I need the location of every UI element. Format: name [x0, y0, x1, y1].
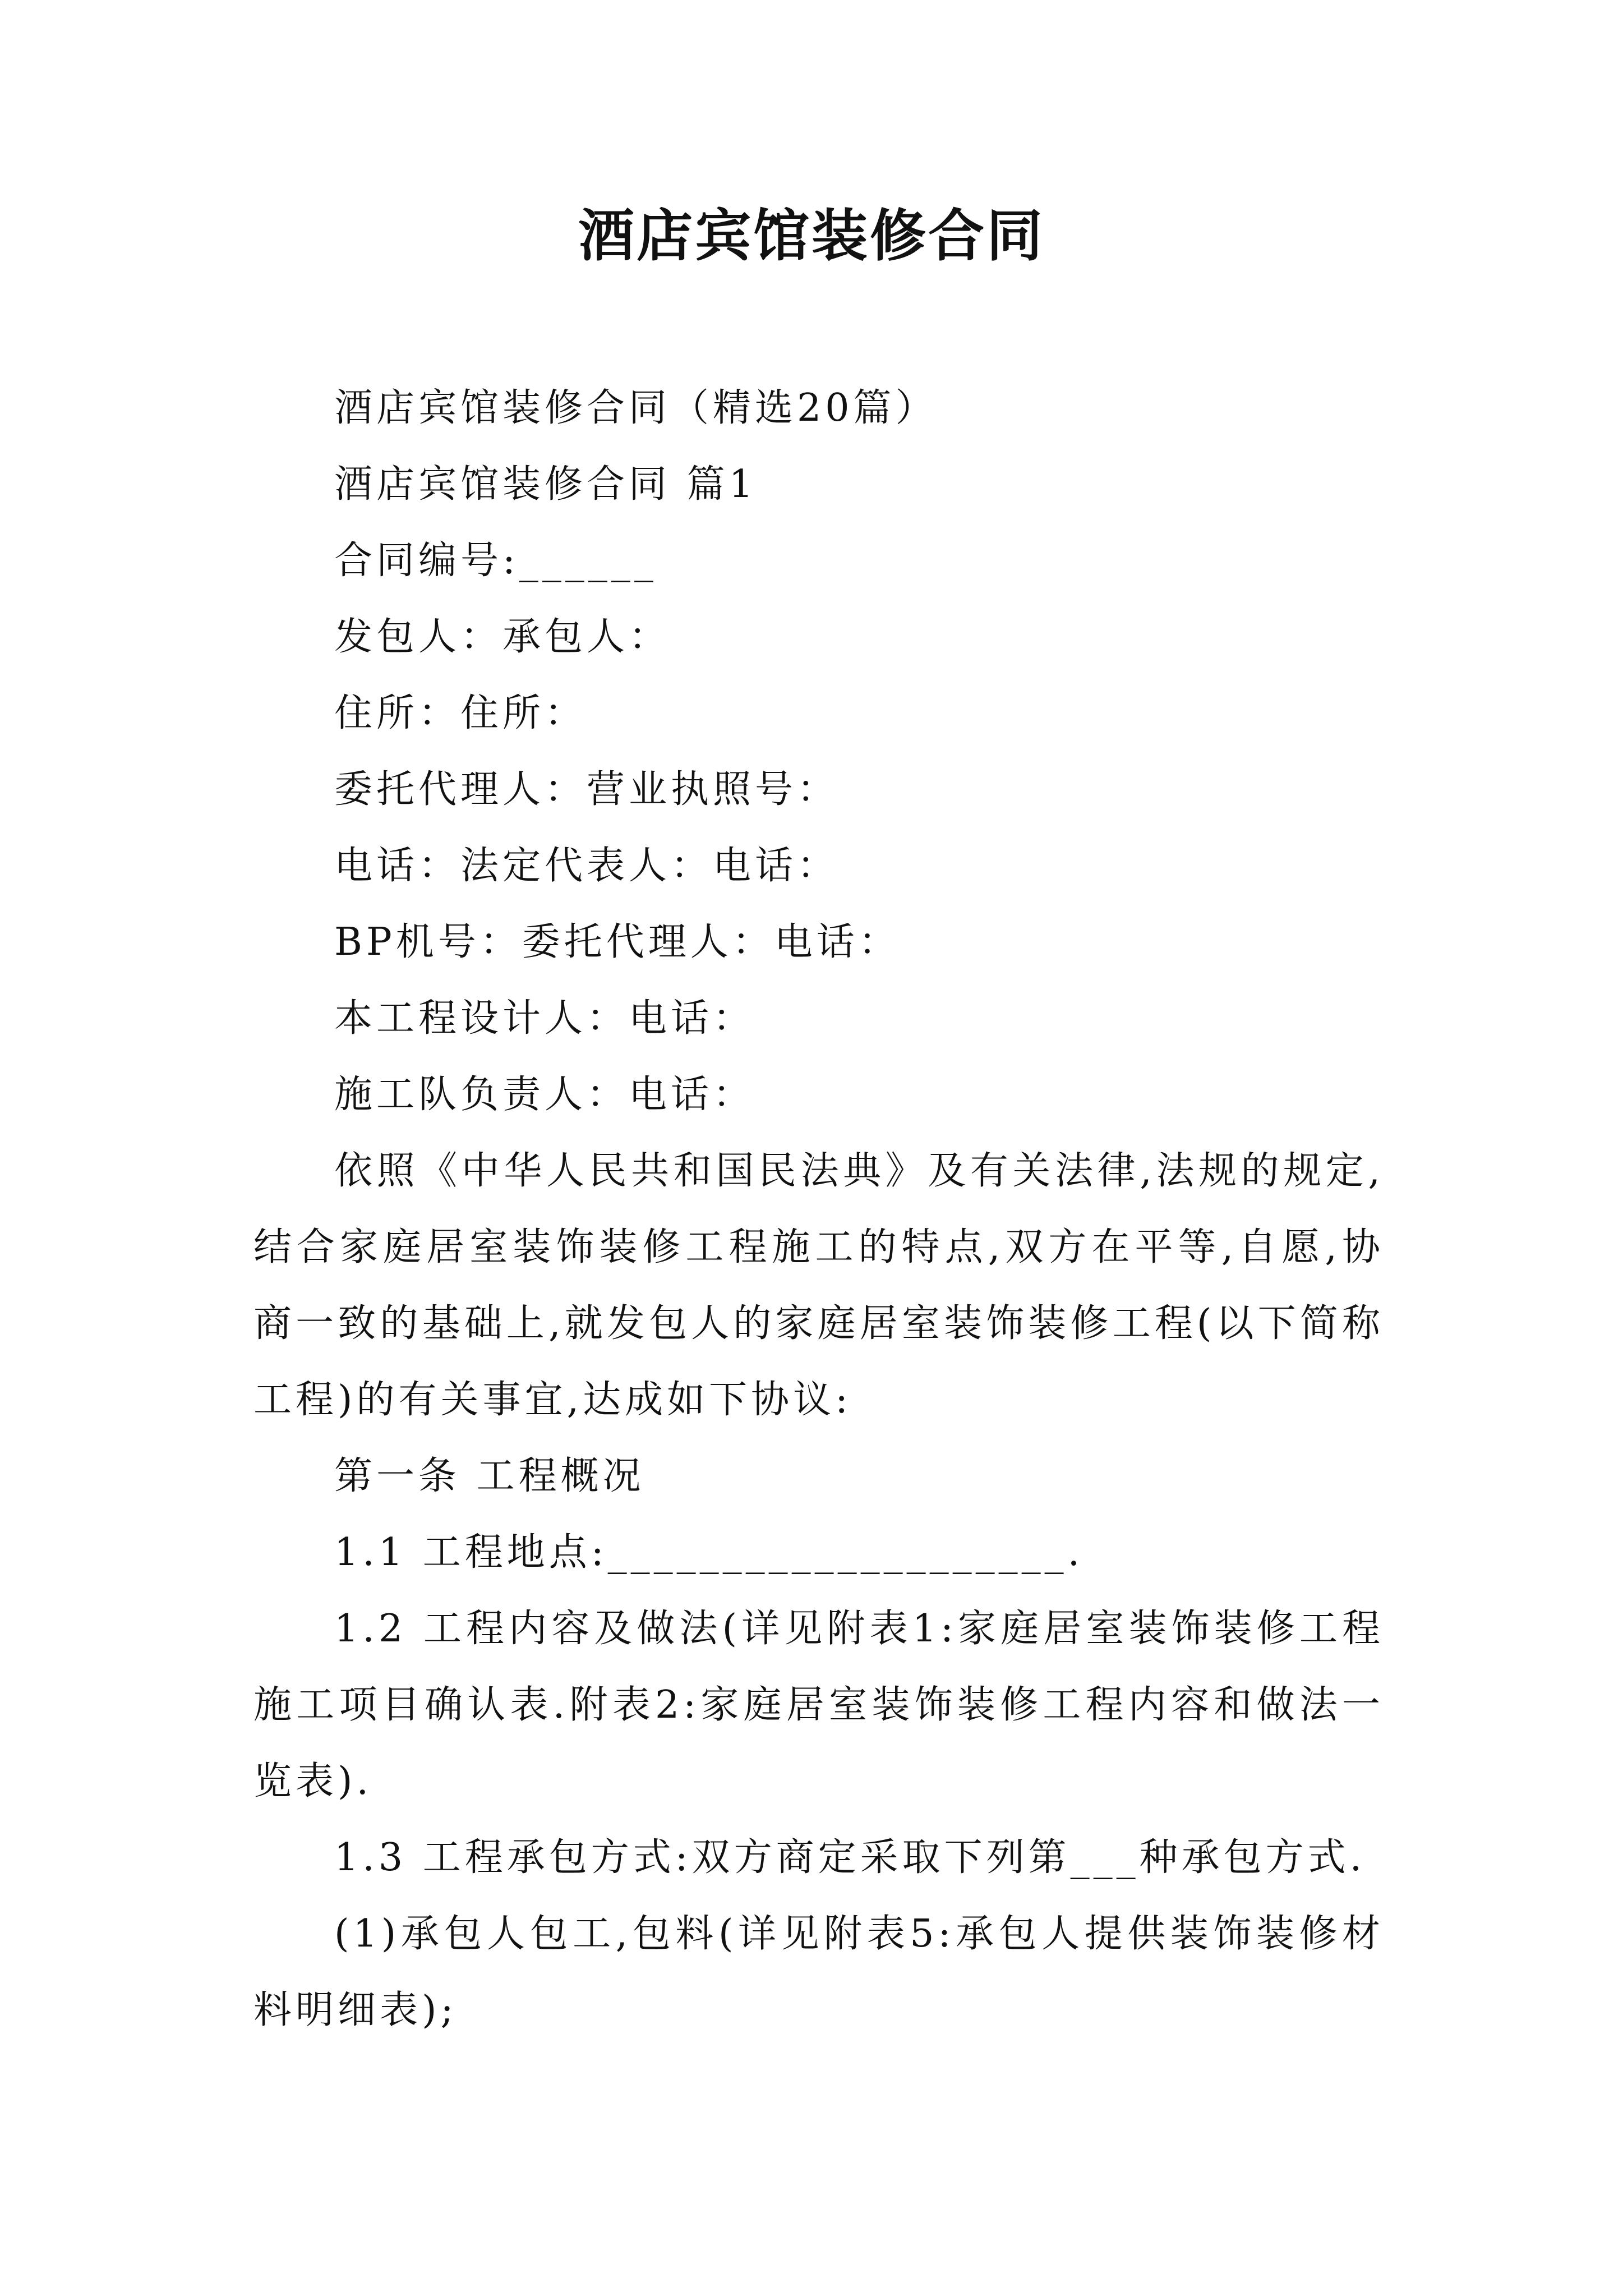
- paragraph-phone-representative: 电话：法定代表人：电话：: [334, 844, 840, 888]
- paragraph-bp-number: BP机号：委托代理人：电话：: [334, 920, 901, 964]
- paragraph-contract-number: 合同编号:______: [334, 539, 657, 583]
- paragraph-clause-1-1: 1.1 工程地点:____________________.: [334, 1530, 1084, 1575]
- paragraph-article-one: 第一条 工程概况: [334, 1454, 645, 1498]
- paragraph-clause-1-2: 1.2 工程内容及做法(详见附表1:家庭居室装饰装修工程施工项目确认表.附表2:家庭居室装饰装修工程内容和做法一览表).: [253, 1607, 1384, 1803]
- paragraph-preamble: 依照《中华人民共和国民法典》及有关法律,法规的规定,结合家庭居室装饰装修工程施工的特点,双方在平等,自愿,协商一致的基础上,就发包人的家庭居室装饰装修工程(以下简称工程)的有关事宜,达成如下协议:: [253, 1149, 1384, 1422]
- paragraph-option-1: (1)承包人包工,包料(详见附表5:承包人提供装饰装修材料明细表);: [253, 1912, 1384, 2032]
- paragraph-parties: 发包人：承包人：: [334, 615, 671, 659]
- document-title: 酒店宾馆装修合同: [578, 203, 1045, 269]
- paragraph-section-heading: 酒店宾馆装修合同 篇1: [334, 462, 757, 507]
- paragraph-designer: 本工程设计人：电话：: [334, 996, 755, 1041]
- paragraph-agent-license: 委托代理人：营业执照号：: [334, 767, 840, 812]
- paragraph-clause-1-3: 1.3 工程承包方式:双方商定采取下列第___种承包方式.: [334, 1835, 1366, 1880]
- paragraph-team-leader: 施工队负责人：电话：: [334, 1073, 755, 1117]
- document-body: [253, 370, 1384, 2049]
- paragraph-address: 住所：住所：: [334, 691, 587, 735]
- paragraph-subtitle: 酒店宾馆装修合同（精选20篇）: [334, 386, 938, 430]
